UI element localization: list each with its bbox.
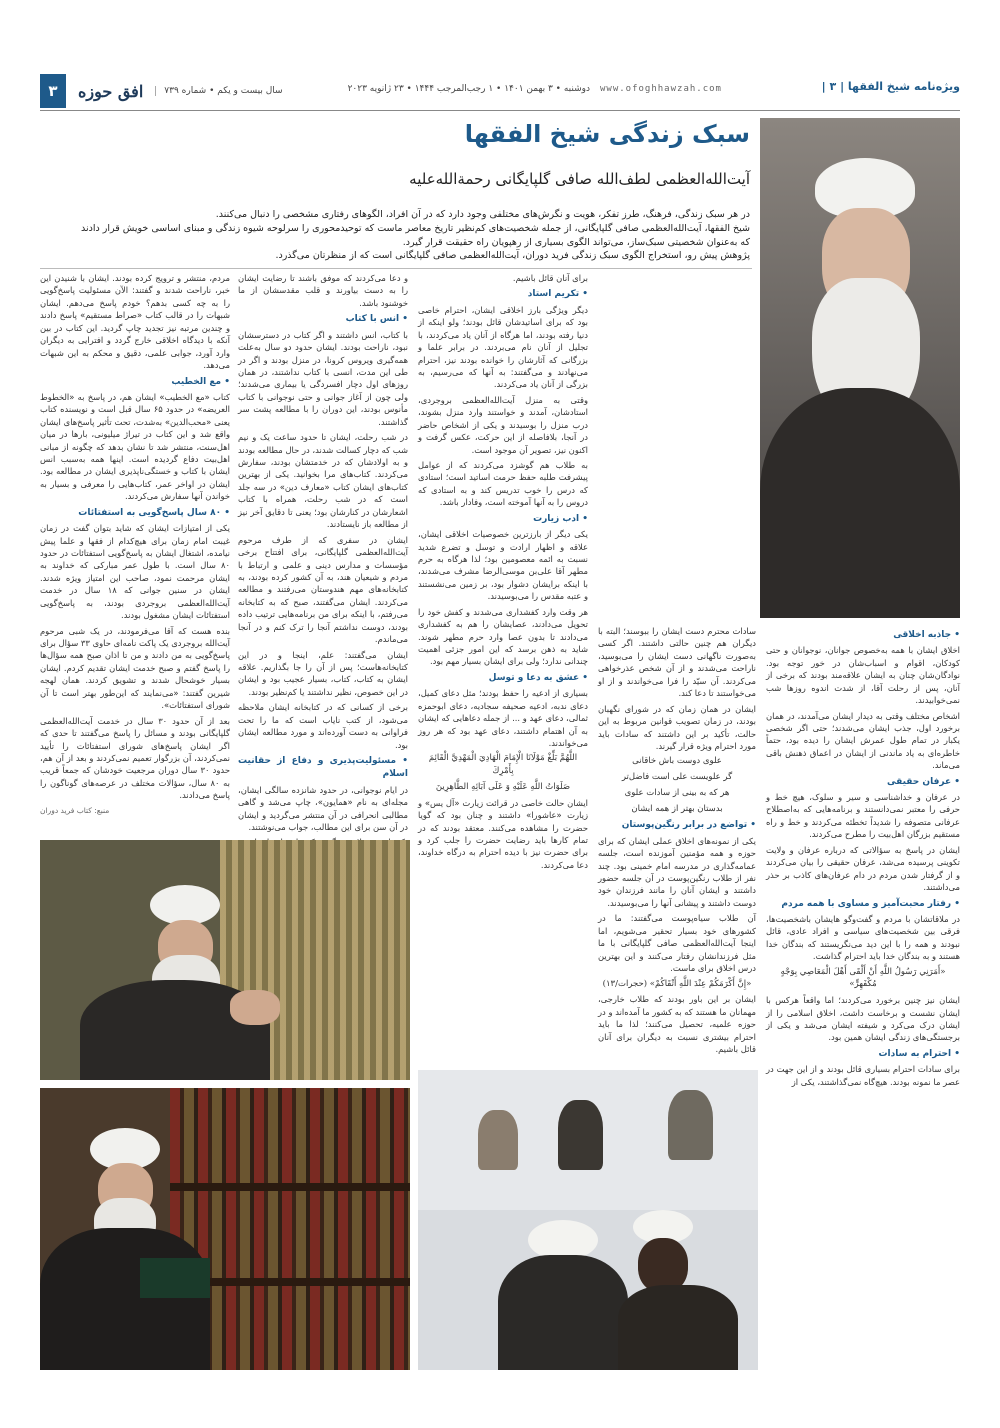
column-2-paragraph: در ایام نوجوانی، در حدود شانزده سالگی ایشان، مجله‌ای به نام «همایون»، چاپ می‌شد و گاهی مطالبی انحرافی در آن منتشر می‌گردید و ایشان در آن سن برای این مطالب، جواب می‌نوشتند.: [238, 784, 408, 832]
article-intro: [80, 208, 750, 263]
shelf-board: [170, 1183, 410, 1191]
meeting-cleric-robe: [498, 1255, 628, 1370]
column-3-paragraph: به طلاب هم گوشزد می‌کردند که از عوامل پیشرفت طلبه حفظ حرمت اساتید است؛ استادی که درس را خوب تدریس کند و به استادی که دروس را به آنها آموخته است، وفادار باشد.: [418, 460, 588, 508]
page-number: ٣: [40, 74, 66, 108]
column-5-paragraph: ایشان نیز چنین برخورد می‌کردند؛ اما واقعاً هرکس با ایشان نشست و برخاست داشت، اخلاق اسلامی را از ایشان درک می‌کرد و شیفته ایشان می‌شد و یکی از برجستگی‌های زندگی ایشان همین بود.: [766, 995, 960, 1043]
heading-uns-ba-ketab: • انس با کتاب: [345, 314, 408, 325]
reading-photo: [40, 1088, 410, 1370]
newspaper-page: [40, 70, 960, 1370]
portrait-robe: [760, 388, 960, 618]
quran-verse: «إِنَّ أَكْرَمَكُمْ عِنْدَ اللَّهِ أَتْقَاكُمْ» (حجرات/۱۳): [602, 978, 752, 989]
column-3-paragraph: بسیاری از ادعیه را حفظ بودند؛ مثل دعای کمیل، دعای ندبه، ادعیه صحیفه سجادیه، دعای ابوحمزه ثمالی، دعای عهد و ... از جمله دعاهایی که ایشان به آن اهتمام داشتند، دعای عهد بود که هر روز می‌خواندند.: [418, 688, 588, 748]
publication-logo: افق حوزه: [78, 81, 144, 101]
column-1-paragraph: یکی از امتیازات ایشان که شاید بتوان گفت در زمان غیبت امام زمان برای هیچ‌کدام از فقها و علما پیش نیامده، اشتغال ایشان به پاسخ‌گویی استفتائات در حدود ۸۰ سال است. با طول عمر مبارکی که خداوند به ایشان مرحمت نمود، صاحب این امتیاز ویژه شدند. ایشان در سنین جوانی که ۱۸ سال در خدمت آیت‌الله‌العظمی بروجردی بودند، به پاسخ‌گویی استفتائات ایشان مشغول بودند.: [40, 523, 231, 621]
text-column-2: [238, 272, 408, 832]
prayer-verse: اللَّهُمَّ بَلِّغْ مَوْلَانَا الْإِمَامَ الْهَادِيَ الْمَهْدِيَّ الْقَائِمَ بِأَمْرِكَ: [428, 753, 578, 777]
header-left: [40, 74, 283, 108]
column-5-paragraph: در ملاقاتشان با مردم و گفت‌وگو هایشان باشخصیت‌ها، فرقی بین شخصیت‌های سیاسی و افراد عادی، قائل نبودند و همه را با این دید می‌نگریستند که بندگان خدا هستند و به بندگان خدا باید احترام گذاشت.: [766, 913, 960, 962]
text-column-4: [598, 625, 756, 1062]
meeting-photo: [418, 1070, 758, 1370]
intro-paragraph-3: پژوهش پیش رو، استخراج الگوی سبک زندگی فرید دوران، آیت‌الله‌العظمی صافی گلپایگانی است که از منظرتان می‌گذرد.: [275, 250, 750, 262]
text-column-1: [40, 272, 230, 832]
intro-paragraph-2: شیخ الفقها، آیت‌الله‌العظمی صافی گلپایگانی، از جمله شخصیت‌های کم‌نظیر تاریخ معاصر ماست که توحیدمحوری را سرلوحه شیوه زندگی و مبنای اساسی خویش قرار دادند که به‌عنوان شخصیتی سبک‌ساز، می‌تواند الگوی بسیاری از رهپویان راه حقیقت قرار گیرد.: [80, 222, 750, 248]
prayer-turban: [150, 885, 220, 925]
open-book: [140, 1258, 210, 1298]
bystander-2: [558, 1100, 603, 1170]
issue-info: سال بیست و یکم • شماره ۷۳۹: [155, 86, 282, 96]
heading-ehteram-sadat: • احترام به سادات: [878, 1048, 960, 1059]
heading-eshgh-doa: • عشق به دعا و توسل: [488, 672, 588, 683]
column-3-paragraph: دیگر ویژگی بارز اخلاقی ایشان، احترام خاصی بود که برای اساتیدشان قائل بودند؛ ولو اینکه از دنیا رفته بودند، اما هرگاه از آنان یاد می‌کردند، با تجلیل از آنان نام می‌بردند. در برابر علما و بزرگانی که آثارشان را خوانده بودند نیز، احترام می‌نهادند و می‌گفتند: به آنها که می‌رسیم، به بزرگی از آنان یاد می‌کردند.: [418, 304, 588, 390]
text-column-5: [766, 625, 960, 1370]
column-3-paragraph: هر وقت وارد کفشداری می‌شدند و کفش خود را تحویل می‌دادند، عصایشان را هم به کفشداری می‌دادند تا بدون عصا وارد حرم مطهر شوند. شاید به ذهن برسد که این امور جزئی اهمیت چندانی ندارد؛ ولی برای ایشان بسیار مهم بود.: [418, 606, 588, 667]
column-1-paragraph: مردم، منتشر و ترویج کرده بودند. ایشان با شنیدن این خبر، ناراحت شدند و گفتند: الآن مسئولیت پاسخ‌گویی را به چه کسی بدهم؟ خودم پاسخ می‌دهم. ایشان شبهات را در قالب کتاب «صراط مستقیم» پاسخ دادند و چندین مرتبه نیز تجدید چاپ گردید. این کتاب در بین آنکه با دیدگاه اخلاقی خارج گردد و افترایی به دیگران وارد آورد، جوابی علمی، دقیق و محکم به این شبهات می‌دهد.: [40, 273, 230, 371]
column-4-paragraph: ایشان بر این باور بودند که طلاب خارجی، مهمانان ما هستند که به کشور ما آمده‌اند و در حوزه علمیه، تحصیل می‌کنند؛ لذا ما باید احترام بیشتری نسبت به دیگران برای آنان قائل باشیم.: [598, 994, 756, 1054]
column-5-paragraph: اخلاق ایشان با همه به‌خصوص جوانان، نوجوانان و حتی کودکان، اقوام و اسباب‌شان در خور توجه بود. نوادگان‌شان چنان به ایشان علاقه‌مند بودند که برخی از آنان، پس از رحلت آقا، از شدت اندوه روزها شب نمی‌خوابیدند.: [766, 645, 960, 706]
intro-divider: [40, 268, 752, 269]
column-2-paragraph: برخی از کسانی که در کتابخانه ایشان ملاحظه می‌شود، از کتب نایاب است که ما را تحت فراوانی به دست آورده‌اند و مورد مطالعه ایشان بود.: [238, 702, 408, 750]
column-2-paragraph: ایشان می‌گفتند: علم، اینجا و در این کتابخانه‌هاست؛ پس از آن را جا بگذاریم. علاقه ایشان به کتاب، کتاب، بسیار عجیب بود و ایشان در این خصوص، نظیر نداشتند یا کم‌نظیر بودند.: [238, 649, 408, 697]
heading-takrim-ostad: • تکریم استاد: [527, 289, 588, 300]
prayer-verse: صَلَوَاتُ اللَّهِ عَلَيْهِ وَ عَلَى آبَائِهِ الطَّاهِرِينَ: [435, 781, 571, 792]
meeting-cleric-turban: [528, 1220, 598, 1260]
column-4-paragraph: سادات محترم دست ایشان را ببوسند؛ البته با دیگران هم چنین حالتی داشتند. اگر کسی به‌صورت ناگهانی دست ایشان را می‌بوسید، ناراحت می‌شدند و از آن شخص عذرخواهی می‌کردند. آن سیّد را فرا می‌خواندند و از او می‌خواستند تا دعا کند.: [598, 626, 756, 699]
page-header: [40, 70, 960, 111]
heading-jazebe-akhlaghi: • جاذبه اخلاقی: [893, 630, 960, 640]
text-column-3: [418, 272, 588, 1062]
column-5-paragraph: ایشان در پاسخ به سؤالاتی که درباره عرفان و ولایت تکوینی پرسیده می‌شد، عرفان حقیقی را بیان می‌کردند و از گرفتار شدن مردم در دام عرفان‌های کاذب بر حذر می‌داشتند.: [766, 844, 960, 893]
website-url[interactable]: www.ofoghhawzah.com: [600, 84, 722, 94]
column-2-paragraph: ایشان در سفری که از طرف مرحوم آیت‌الله‌العظمی گلپایگانی، برای افتتاح برخی مؤسسات و مدارس دینی و علمی و ارتباط با مردم و شیعیان هند، به آن کشور کرده بودند، به کتابخانه‌های مهم هندوستان می‌رفتند و مطالعه می‌کردند. ایشان می‌گفتند، صبح که به کتابخانه می‌رفتم، با اینکه برای من برنامه‌هایی ترتیب داده بودند، دوست نداشتم آنجا را ترک کنم و در آنجا می‌ماندم.: [238, 534, 408, 645]
column-3-paragraph: وقتی به منزل آیت‌الله‌العظمی بروجردی، استادشان، آمدند و خواستند وارد منزل بشوند، درب منزل را بوسیدند و یکی از اشخاص حاضر در آنجا، بلافاصله از این حرکت، عکس گرفت و اکنون نیز، تصویر آن موجود است.: [418, 394, 588, 455]
bystander-1: [478, 1110, 518, 1170]
column-2-paragraph: با کتاب، انس داشتند و اگر کتاب در دسترسشان نبود، ناراحت بودند. ایشان حدود دو سال به‌علت همه‌گیری ویروس کرونا، در منزل بودند و اگر در طی این مدت، انسی با کتاب نداشتند، در همان روزهای اول دچار افسردگی یا بیماری می‌شدند؛ ولی چون از آغاز جوانی و حتی نوجوانی با کتاب مأنوس بودند، این دوران را با مطالعه پشت سر گذاشتند.: [238, 329, 408, 427]
column-2-paragraph: در شب رحلت، ایشان تا حدود ساعت یک و نیم شب که دچار کسالت شدند، در حال مطالعه بودند و به اولادشان که در خدمتشان بودند، سفارش می‌کردند. کتاب‌های مرا بخوانید. یکی از بهترین کتاب‌های ایشان کتاب «معارف دین» در سه جلد است که در شب رحلت، همراه با کتاب اشعارشان در کنارشان بود؛ یعنی تا دقایق آخر نیز از مطالعه باز نایستادند.: [238, 432, 408, 530]
heading-raftar-mohabbat: • رفتار محبت‌آمیز و مساوی با همه مردم: [781, 898, 960, 909]
column-2-paragraph: و دعا می‌کردند که موفق باشند تا رضایت ایشان را به دست بیاورند و قلب مقدسشان از ما خوشنود باشد.: [238, 273, 408, 308]
column-4-paragraph: یکی از نمونه‌های اخلاق عملی ایشان که برای حوزه و همه مؤمنین آموزنده است، جلسه عمامه‌گذاری در مدرسه امام خمینی بود. چند نفر از طلاب رنگین‌پوست در آن جلسه حضور داشتند و ایشان آنان را مانند فرزندان خود دوست داشتند و پیشانی آنها را می‌بوسیدند.: [598, 835, 756, 908]
article-title: سبک زندگی شیخ الفقها: [464, 120, 750, 148]
column-4-paragraph: ایشان در همان زمان که در شورای نگهبان بودند، در زمان تصویب قوانین مربوط به این حالت، تأکید بر این داشتند که سادات باید مورد احترام ویژه قرار گیرند.: [598, 703, 756, 751]
poem-line: هر که به بینی از سادات علوی: [624, 787, 730, 798]
column-5-paragraph: اشخاص مختلف وقتی به دیدار ایشان می‌آمدند، در همان برخورد اول، جذب ایشان می‌شدند؛ حتی اگر شخصی یکبار در تمام طول عمرش ایشان را دیده بود، حتماً خاطره‌ای به یاد ماندنی از ایشان در اعماق ذهنش باقی می‌ماند.: [766, 710, 960, 771]
date-line: دوشنبه • ۳ بهمن ۱۴۰۱ • ۱ رجب‌المرجب ۱۴۴۴ • ۲۳ ژانویه ۲۰۲۳: [347, 84, 590, 94]
bystander-3: [668, 1090, 713, 1160]
column-5-paragraph: در عرفان و خداشناسی و سیر و سلوک، هیچ خط و حرفی را معتبر نمی‌دانستند و برنامه‌هایی که به‌اصطلاح عرفانی متصوفه را شدیداً تخطئه می‌کردند و خط و راه مستقیم بزرگان اهل‌بیت را مطرح می‌کردند.: [766, 792, 960, 840]
column-1-paragraph: بعد از آن حدود ۳۰ سال در خدمت آیت‌الله‌العظمی گلپایگانی بودند و مسائل را پاسخ می‌گفتند تا حدی که اگر ایشان پاسخ‌های شورای استفتائات را تأیید نمی‌کردند، آن بزرگوار تعمیم نمی‌کردند و بعد از آن هم، حدود ۳۰ سال دوران مرجعیت خودشان که جمعاً قریب به ۸۰ سال، سؤالات مختلف در عرصه‌های گوناگون را پاسخ می‌دادند.: [40, 715, 231, 801]
column-5-paragraph: برای سادات احترام بسیاری قائل بودند و از این جهت در عصر ما نمونه بودند. هیچ‌گاه نمی‌گذاشتند، یکی از: [766, 1064, 960, 1087]
hadith-verse: «أَمَرَنِي رَسُولُ اللَّهِ أَنْ أَلْقَى أَهْلَ الْمَعَاصِي بِوَجْهٍ مُكْفَهِرٍّ»: [780, 966, 946, 990]
heading-erfan: • عرفان حقیقی: [887, 776, 960, 787]
heading-tavazo: • تواضع در برابر رنگین‌پوستان: [621, 820, 756, 831]
poem-line: علوی دوست باش خاقانی: [632, 756, 722, 767]
column-3-paragraph: برای آنان قائل باشیم.: [512, 273, 588, 283]
portrait-photo: [760, 118, 960, 618]
column-3-paragraph: ایشان حالت خاصی در قرائت زیارت «آل یس» و زیارت «عاشورا» داشتند و چنان بود که گویا حضرت را مشاهده می‌کنند. معتقد بودند که در تمام کارها باید رضایت حضرت را جلب کرد و برای حضرت نیز با دیده احترام به درگاه خداوند، دعا می‌کردند.: [418, 797, 588, 870]
prayer-hands: [230, 990, 280, 1025]
heading-ma-al-khatib: • مع الخطیب: [171, 376, 230, 387]
heading-80-years-fatwa: • ۸۰ سال پاسخ‌گویی به استفتائات: [78, 507, 230, 518]
poem-line: گر علویست علی است فاضل‌تر: [621, 772, 733, 783]
article-subtitle: آیت‌الله‌العظمی لطف‌الله صافی گلپایگانی رحمة‌الله‌علیه: [409, 170, 750, 188]
reading-robe: [40, 1228, 210, 1370]
section-title: ویژه‌نامه شیخ الفقها | ٣ |: [821, 80, 960, 93]
heading-adab-ziarat: • ادب زیارت: [533, 513, 588, 524]
column-3-paragraph: یکی دیگر از بارزترین خصوصیات اخلاقی ایشان، علاقه و اظهار ارادت و توسل و تضرع شدید نسبت به ائمه معصومین بود؛ لذا هرگاه به حرم مطهر آقا علی‌بن موسی‌الرضا مشرف می‌شدند، با اینکه برایشان دشوار بود، بر زمین می‌نشستند و عتبه مقدس را می‌بوسیدند.: [418, 529, 588, 602]
student-robe: [618, 1285, 738, 1370]
heading-responsibility: • مسئولیت‌پذیری و دفاع از حقانیت اسلام: [238, 756, 408, 780]
prayer-photo: [40, 840, 410, 1080]
intro-paragraph-1: در هر سبک زندگی، فرهنگ، طرز تفکر، هویت و نگرش‌های مختلفی وجود دارد که در آن افراد، الگوهای رفتاری مشخصی را دنبال می‌کنند.: [215, 209, 750, 220]
column-4-paragraph: آن طلاب سیاه‌پوست می‌گفتند: ما در کشورهای خود بسیار تحقیر می‌شویم، اما اینجا آیت‌الله‌العظمی صافی گلپایگانی با ما مثل فرزندانشان رفتار می‌کنند و این بهترین درس اخلاق برای ماست.: [598, 913, 756, 974]
article-source: منبع: کتاب فرید دوران: [40, 805, 110, 815]
poem-line: بدستان بهتر از همه ایشان: [631, 803, 723, 814]
column-1-paragraph: بنده هست که آقا می‌فرمودند، در یک شبی مرحوم آیت‌الله بروجردی یک پاکت نامه‌ای حاوی ۳۳ سؤال برای پاسخ‌گویی به من دادند و من تا اذان صبح همه سؤال‌ها را پاسخ گفتم و صبح خدمت ایشان تقدیم کردم. ایشان بسیار خوشحال شدند و تشویق کردند. همان لهجه شیرین گفتند: «می‌نمایند که این‌طور بهتر است تا آن شورای استفتائات».: [40, 625, 230, 711]
column-1-paragraph: کتاب «مع الخطیب» ایشان هم، در پاسخ به «الخطوط العریضه» در حدود ۶۵ سال قبل است و نویسنده کتاب یعنی «محب‌الدین» به‌شدت، تحت تأثیر پاسخ‌های ایشان واقع شد و این کتاب در تیراژ میلیونی، بارها در میان اهل‌سنت، منتشر شد تا نشان بدهد که چگونه از مبانی اهل‌بیت دفاع گردیده است. اینها همه به‌سبب انس ایشان با کتاب و خستگی‌ناپذیری ایشان در مطالعه بود. ایشان در اواخر عمر، کتاب‌هایی را معرفی و بسیار به خواندن آنها سفارش می‌کردند.: [40, 391, 230, 502]
